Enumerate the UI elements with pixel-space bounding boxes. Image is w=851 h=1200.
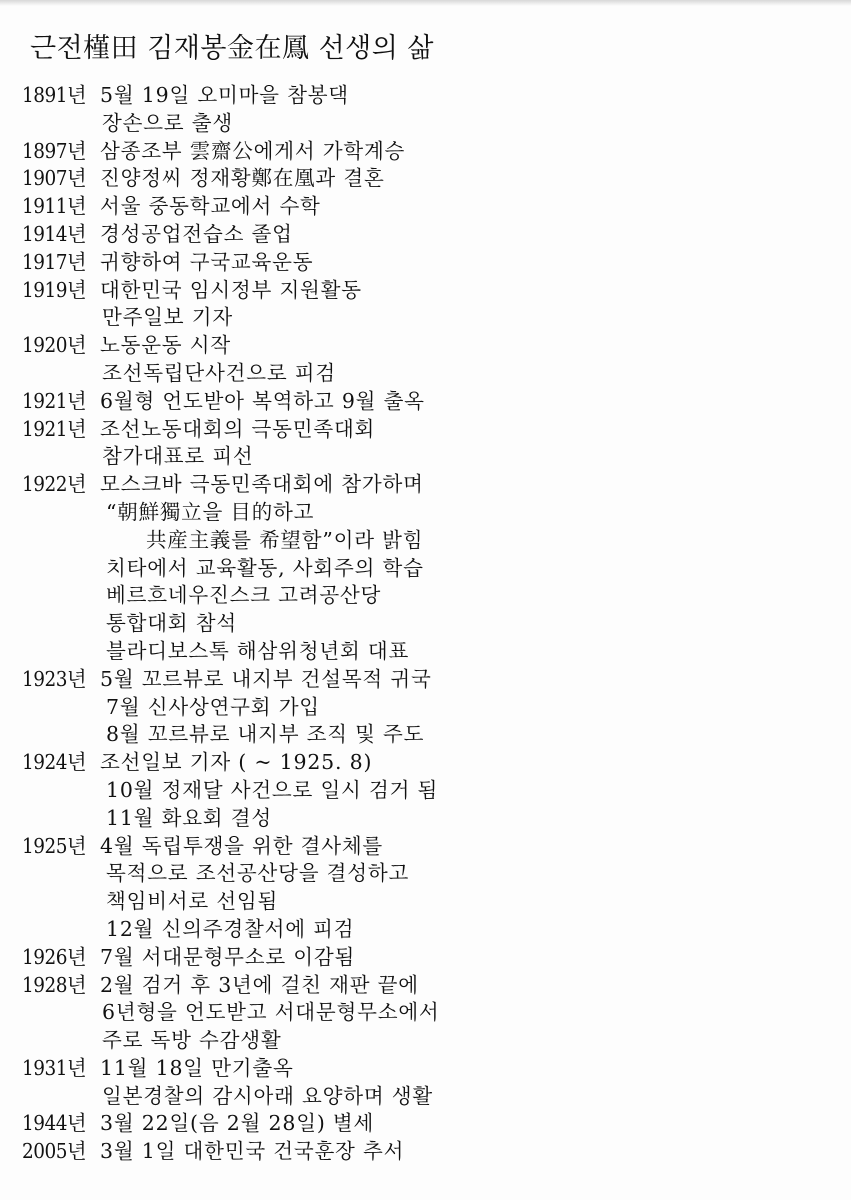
timeline-entry	[22, 610, 822, 638]
entry-text: 노동운동 시작	[100, 333, 231, 358]
entry-year: 1926년	[22, 944, 87, 969]
entry-text: 귀향하여 구국교육운동	[100, 249, 314, 274]
timeline-entry	[22, 443, 822, 471]
timeline-entry	[22, 499, 822, 527]
entry-year: 1921년	[22, 416, 87, 441]
entry-text: 대한민국 임시정부 지원활동	[100, 277, 362, 302]
entry-text: 조선노동대회의 극동민족대회	[100, 416, 376, 441]
entry-year: 1944년	[22, 1111, 87, 1136]
entry-year: 1919년	[22, 277, 87, 302]
entry-text: 삼종조부 雲齋公에게서 가학계승	[100, 138, 406, 163]
entry-text: 주로 독방 수감생활	[102, 1028, 282, 1053]
entry-year: 2005년	[22, 1139, 87, 1164]
entry-text: 3월 22일(음 2월 28일) 별세	[100, 1111, 375, 1136]
entry-text: 통합대회 참석	[106, 611, 237, 636]
entry-text: 7월 신사상연구회 가입	[106, 694, 320, 719]
entry-text: 진양정씨 정재황鄭在凰과 결혼	[100, 166, 385, 191]
entry-text: 5월 19일 오미마을 참봉댁	[100, 83, 349, 107]
timeline-entry	[22, 1110, 822, 1138]
timeline-entry	[22, 833, 822, 861]
entry-text: 3월 1일 대한민국 건국훈장 추서	[100, 1139, 405, 1164]
entry-year: 1891년	[22, 83, 87, 107]
timeline-entry	[22, 721, 822, 749]
timeline-entry	[22, 999, 822, 1027]
entry-text: 12월 신의주경찰서에 피검	[106, 916, 355, 941]
entry-year: 1911년	[22, 194, 87, 219]
entry-text: 서울 중동학교에서 수학	[100, 194, 321, 219]
scan-edge	[0, 0, 851, 6]
timeline-entry	[22, 777, 822, 805]
timeline-entry	[22, 304, 822, 332]
timeline-entry	[22, 110, 822, 138]
entry-text: 목적으로 조선공산당을 결성하고	[106, 861, 410, 886]
timeline-entry	[22, 972, 822, 1000]
timeline-entry	[22, 888, 822, 916]
timeline-entry	[22, 694, 822, 722]
entry-year: 1931년	[22, 1055, 87, 1080]
entry-text: 일본경찰의 감시아래 요양하며 생활	[102, 1083, 433, 1108]
timeline-entry	[22, 582, 822, 610]
timeline-entry	[22, 805, 822, 833]
entry-text: 2월 검거 후 3년에 걸친 재판 끝에	[100, 972, 419, 997]
entry-year: 1921년	[22, 388, 87, 413]
entry-year: 1922년	[22, 472, 87, 497]
timeline-entry	[22, 221, 822, 249]
timeline-entry	[22, 165, 822, 193]
entry-text: 4월 독립투쟁을 위한 결사체를	[100, 833, 384, 858]
entry-year: 1920년	[22, 333, 87, 358]
timeline-entry	[22, 527, 822, 555]
timeline-entry	[22, 916, 822, 944]
entry-text: 11월 18일 만기출옥	[100, 1055, 294, 1080]
timeline-entry	[22, 1083, 822, 1111]
timeline-entry	[22, 555, 822, 583]
entry-year: 1924년	[22, 750, 87, 775]
timeline-entry	[22, 277, 822, 305]
timeline-entry	[22, 416, 822, 444]
entry-text: 모스크바 극동민족대회에 참가하며	[100, 472, 424, 497]
timeline-entry	[22, 249, 822, 277]
entry-text: 10월 정재달 사건으로 일시 검거 됨	[106, 777, 439, 802]
entry-text: 장손으로 출생	[102, 110, 233, 135]
timeline-entry	[22, 360, 822, 388]
entry-text: 치타에서 교육활동, 사회주의 학습	[106, 555, 424, 580]
entry-text: 8월 꼬르뷰로 내지부 조직 및 주도	[106, 722, 425, 747]
entry-text: 조선독립단사건으로 피검	[102, 360, 336, 385]
entry-year: 1917년	[22, 249, 87, 274]
timeline-entry	[22, 388, 822, 416]
timeline-entry	[22, 944, 822, 972]
entry-text: 共産主義를 希望함”이라 밝힘	[146, 527, 424, 552]
entry-text: 책임비서로 선임됨	[106, 889, 279, 914]
timeline-entry	[22, 860, 822, 888]
timeline-entry	[22, 749, 822, 777]
entry-text: 경성공업전습소 졸업	[100, 221, 293, 246]
entry-year: 1925년	[22, 833, 87, 858]
entry-year: 1928년	[22, 972, 87, 997]
entry-text: 11월 화요회 결성	[106, 805, 272, 830]
entry-year: 1923년	[22, 666, 87, 691]
entry-year: 1914년	[22, 221, 87, 246]
timeline-entry	[22, 332, 822, 360]
entry-text: 참가대표로 피선	[102, 444, 254, 469]
timeline-entry	[22, 666, 822, 694]
entry-year: 1907년	[22, 166, 87, 191]
timeline-entry	[22, 138, 822, 166]
entry-text: 6년형을 언도받고 서대문형무소에서	[102, 1000, 440, 1025]
entry-text: 5월 꼬르뷰로 내지부 건설목적 귀국	[100, 666, 432, 691]
entry-text: 조선일보 기자 ( ~ 1925. 8)	[100, 750, 373, 775]
timeline-entry	[22, 638, 822, 666]
timeline-entry	[22, 471, 822, 499]
document-title: 근전槿田 김재봉金在鳳 선생의 삶	[30, 33, 434, 64]
entry-text: 7월 서대문형무소로 이감됨	[100, 944, 356, 969]
timeline-entry	[22, 1055, 822, 1083]
timeline-entry	[22, 1027, 822, 1055]
entry-text: 블라디보스톡 해삼위청년회 대표	[106, 638, 410, 663]
timeline-entry	[22, 1138, 822, 1166]
entry-text: “朝鮮獨立을 目的하고	[106, 499, 315, 524]
timeline-list	[22, 82, 822, 1166]
entry-text: 만주일보 기자	[102, 305, 233, 330]
entry-text: 6월형 언도받아 복역하고 9월 출옥	[100, 388, 425, 413]
entry-year: 1897년	[22, 138, 87, 163]
entry-text: 베르흐네우진스크 고려공산당	[106, 583, 382, 608]
timeline-entry	[22, 82, 822, 110]
timeline-entry	[22, 193, 822, 221]
